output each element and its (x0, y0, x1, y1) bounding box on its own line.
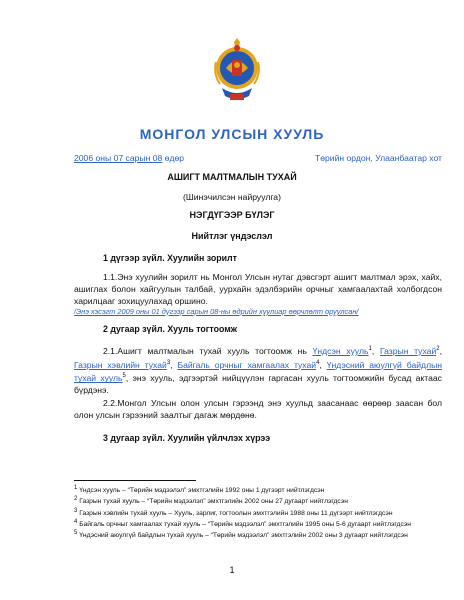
amendment-note-link[interactable]: /Энэ хэсэгт 2009 оны 01 дүгээр сарын 08-ны өдрийн хуулиар өөрчлөлт оруулсан/ (74, 307, 359, 316)
law-subtitle: (Шинэчилсэн найруулга) (183, 192, 281, 202)
footnote-text-3: Газрын хэвлийн тухай хууль – Хууль, зарлиг, тогтоолын эмхтгэлийн 1988 оны 11 дүгээрт нийтлэгдсэн (79, 509, 393, 517)
date-year-suffix: оны (93, 153, 114, 163)
footnote-mark-1: 1 (74, 485, 78, 491)
footnote-ref-3[interactable]: 3 (166, 359, 171, 366)
law-name: АШИГТ МАЛТМАЛЫН ТУХАЙ (167, 172, 297, 182)
date-day: 08 (152, 153, 163, 163)
link-separator-4: , (319, 359, 327, 370)
footnote-mark-4: 4 (74, 518, 78, 525)
footnote-ref-5[interactable]: 5 (122, 373, 126, 380)
footnote-divider (74, 480, 196, 481)
article-2-heading: 2 дугаар зүйл. Хууль тогтоомж (103, 324, 237, 334)
link-constitution[interactable]: Үндсэн хууль (312, 345, 369, 356)
footnote-text-2: Газрын тухай хууль – “Төрийн мэдээлэл” эмхтгэлийн 2002 оны 27 дугаарт нийтлэгдсэн (79, 498, 348, 506)
date-day-suffix: өдөр (162, 153, 185, 163)
link-subsoil-law[interactable]: Газрын хэвлийн тухай (74, 359, 167, 370)
date-month-suffix: сарын (123, 153, 153, 163)
link-national-security-law[interactable]: Үндэсний аюулгүй байдлын тухай хууль (74, 359, 443, 384)
footnote-ref-2[interactable]: 2 (436, 346, 440, 352)
link-separator-2: , (439, 345, 442, 356)
link-land-law[interactable]: Газрын тухай (379, 345, 437, 356)
footnote-mark-5: 5 (74, 530, 78, 537)
footnote-text-5: Үндэсний аюулгүй байдлын тухай хууль – “Төрийн мэдээлэл” эмхтгэлийн 2002 оны 3 дугаарт нийтлэгдсэн (79, 532, 408, 540)
link-environment-law[interactable]: Байгаль орчныг хамгаалах тухай (177, 359, 317, 370)
footnote-2 (74, 495, 448, 506)
date-year: 2006 (74, 153, 94, 163)
footnote-ref-1[interactable]: 1 (368, 346, 372, 352)
footnote-5 (74, 529, 448, 540)
document-title: МОНГОЛ УЛСЫН ХУУЛЬ (139, 126, 325, 142)
footnotes (74, 484, 448, 541)
date-line (74, 153, 442, 163)
footnote-1 (74, 484, 448, 495)
chapter-title: Нийтлэг үндэслэл (191, 231, 273, 241)
chapter-heading: НЭГДҮГЭЭР БҮЛЭГ (189, 210, 275, 220)
footnote-mark-2: 2 (74, 496, 78, 503)
footnote-text-4: Байгаль орчныг хамгаалах тухай хууль – “Төрийн мэдээлэл” эмхтгэлийн 1995 оны 5-6 дугаарт нийтлэгдсэн (79, 521, 411, 529)
article-2-paragraph-2: 2.2.Монгол Улсын олон улсын гэрээнд энэ хуульд заасанаас өөрөөр заасан бол олон улсын гэрээний заалтыг дагаж мөрдөнө. (74, 398, 442, 420)
footnote-3 (74, 507, 448, 518)
footnote-ref-4[interactable]: 4 (316, 359, 320, 366)
link-separator-3: , (170, 359, 178, 370)
page-number: 1 (229, 565, 235, 575)
place-label: Төрийн ордон, Улаанбаатар хот (314, 153, 442, 163)
article-2-text-end: , энэ хууль, эдгээртэй нийцүүлэн гаргасан хууль тогтоомжийн бусад актаас бүрдэнэ. (74, 373, 442, 395)
date-month: 07 (113, 153, 124, 163)
footnote-4 (74, 518, 448, 529)
article-2-paragraph-1 (74, 344, 442, 397)
article-2-text-start: 2.1.Ашигт малтмалын тухай хууль тогтоомж нь (103, 345, 313, 356)
footnote-text-1: Үндсэн хууль – “Төрийн мэдээлэл” эмхтгэлийн 1992 оны 1 дүгээрт нийтлэгдсэн (79, 487, 325, 495)
footnote-mark-3: 3 (74, 507, 78, 514)
link-separator-1: , (371, 345, 380, 356)
article-1-heading: 1 дүгээр зүйл. Хуулийн зорилт (103, 253, 237, 263)
article-3-heading: 3 дугаар зүйл. Хуулийн үйлчлэх хүрээ (103, 433, 271, 443)
article-1-paragraph-1: 1.1.Энэ хуулийн зорилт нь Монгол Улсын нутаг дэвсгэрт ашигт малтмал эрэх, хайх, ашиглах болон хайгуулын талбай, уурхайн эдэлбэрийн орчныг хамгаалахтай холбогдсон харилцааг зохицуулахад оршино. (74, 272, 442, 306)
state-emblem-icon (212, 38, 262, 106)
